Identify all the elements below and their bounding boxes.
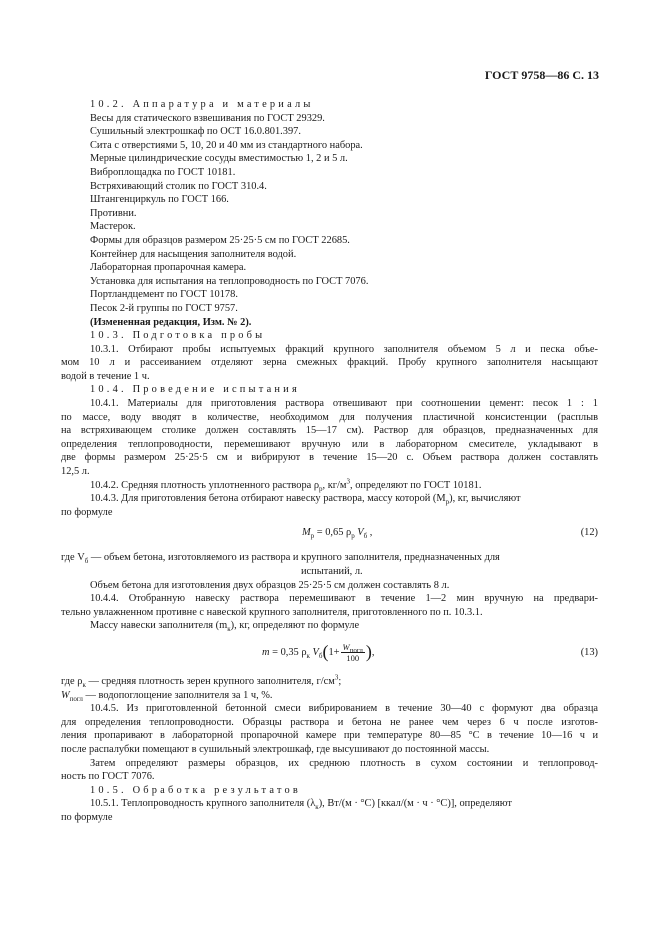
paragraph-line: 10.4.5. Из приготовленной бетонной смеси вибрированием в течение 30—40 с формуют два образца (90, 703, 598, 715)
paragraph-line (90, 619, 598, 633)
equipment-item: Установка для испытания на теплопроводность по ГОСТ 7076. (90, 275, 369, 287)
text: ; (338, 675, 342, 687)
where-clause (0, 675, 598, 689)
subscript: б (84, 557, 89, 566)
subscript: погл (69, 694, 83, 703)
section-heading-10-2: 10.2. Аппаратура и материалы (90, 99, 314, 110)
equipment-item: Виброплощадка по ГОСТ 10181. (90, 166, 236, 178)
text: — средняя плотность зерен крупного заполнителя, г/см (85, 675, 335, 687)
paragraph-line: мом 10 л и рассеиванием отделяют зерна смежных фракций. Пробу крупного заполнителя насыщают (61, 357, 598, 369)
formula-expression (262, 642, 375, 663)
equipment-item: Противни. (90, 207, 137, 219)
equipment-item: Сушильный электрошкаф по ОСТ 16.0.801.397. (90, 126, 301, 138)
paragraph-line: после распалубки помещают в сушильный электрошкаф, где высушивают до постоянной массы. (61, 743, 490, 755)
paren: ) (365, 641, 372, 662)
text: , определяют по ГОСТ 10181. (350, 479, 482, 491)
denominator: 100 (346, 652, 360, 663)
text: ), кг, вычисляют (449, 493, 521, 505)
where-clause-cont: испытаний, л. (301, 566, 363, 577)
paragraph-line: по массе, воду вводят в количестве, необходимом для получения пластичной консистенции (расплыв (61, 411, 598, 423)
formula-13 (90, 636, 598, 672)
equipment-item: Лабораторная пропарочная камера. (90, 262, 247, 274)
paragraph-line: для определения теплопроводности. Образцы раствора и бетона не ранее чем через 6 ч после изготов- (61, 716, 598, 728)
paragraph-line: 12,5 л. (61, 466, 90, 478)
equipment-item: Портландцемент по ГОСТ 10178. (90, 289, 238, 301)
equipment-item: Сита с отверстиями 5, 10, 20 и 40 мм из стандартного набора. (90, 139, 363, 151)
text: — объем бетона, изготовляемого из раствора и крупного заполнителя, предназначенных для (88, 552, 500, 564)
fraction (341, 642, 365, 663)
equipment-item: Формы для образцов размером 25·25·5 см по ГОСТ 22685. (90, 234, 350, 246)
subscript: к (82, 681, 86, 690)
paragraph-line: по формуле (61, 506, 113, 518)
paragraph-line: 10.4.1. Материалы для приготовления раствора отвешивают при соотношении цемент: песок 1 : 1 (90, 398, 598, 410)
subscript: к (227, 625, 231, 634)
paragraph-line: по формуле (61, 811, 113, 823)
where-clause (0, 689, 598, 703)
subscript: б (318, 651, 323, 660)
section-heading-10-4: 10.4. Проведение испытания (90, 384, 300, 396)
text: ), Вт/(м · °С) [ккал/(м · ч · °С)], определяют (318, 798, 512, 810)
paragraph-line: Затем определяют размеры образцов, их среднюю плотность в сухом состоянии и теплопровод- (90, 757, 598, 769)
equipment-item: Песок 2-й группы по ГОСТ 9757. (90, 302, 238, 314)
paragraph-line: определения теплопроводности, перемешивают вручную или в лабораторном смесителе, укладывают в (61, 438, 598, 450)
paragraph-line: тельно увлажненном противне с навеской крупного заполнителя, приготовленного по п. 10.3.1. (61, 606, 483, 618)
equipment-item: Встряхивающий столик по ГОСТ 310.4. (90, 180, 267, 192)
page-header: ГОСТ 9758—86 С. 13 (484, 68, 599, 82)
subscript: б (363, 532, 368, 541)
subscript: к (306, 651, 310, 660)
paren: ( (322, 641, 329, 662)
formula-text: = 0,35 ρ (269, 646, 307, 658)
formula-text: 1+ (328, 646, 340, 658)
superscript: 3 (334, 673, 339, 682)
formula-var: V (309, 646, 319, 658)
paragraph-line: две формы размером 25·25·5 см и вибрируют в течение 15—20 с. Объем раствора должен составлять (61, 452, 598, 464)
superscript: 3 (346, 477, 350, 486)
text: 10.4.2. Средняя плотность уплотненного раствора ρ (90, 479, 320, 491)
section-heading-10-3: 10.3. Подготовка пробы (90, 330, 266, 342)
formula-text: = 0,65 ρ (314, 527, 352, 539)
subscript: р (445, 498, 450, 507)
paragraph-line: ления пропаривают в лабораторной пропарочной камере при температуре 80—85 °С в течение 10—16 ч и (61, 730, 598, 742)
equation-number: (13) (580, 646, 598, 658)
subscript: к (315, 803, 319, 812)
formula-var: W (342, 641, 350, 652)
equipment-item: Штангенциркуль по ГОСТ 166. (90, 194, 229, 206)
text: где V (61, 552, 85, 564)
equipment-item: Весы для статического взвешивания по ГОСТ 29329. (90, 112, 325, 124)
formula-var: M (302, 527, 311, 539)
formula-text: , (367, 527, 373, 539)
text: ), кг, определяют по формуле (230, 620, 360, 632)
subscript: р (351, 532, 355, 541)
equipment-item: Мерные цилиндрические сосуды вместимостью 1, 2 и 5 л. (90, 153, 348, 165)
numerator (341, 642, 365, 653)
paragraph-line: на встряхивающем столике должен составлять 15—17 см). Раствор для образцов, предназначенных для (61, 425, 598, 437)
equation-number: (12) (580, 527, 598, 539)
equipment-item: Мастерок. (90, 221, 136, 233)
formula-var: V (354, 527, 364, 539)
paragraph-line: водой в течение 1 ч. (61, 370, 150, 382)
text: 10.4.3. Для приготовления бетона отбирают навеску раствора, массу которой (M (90, 493, 446, 505)
paragraph-line (90, 797, 598, 811)
text: — водопоглощение заполнителя за 1 ч, %. (82, 689, 273, 701)
where-clause (0, 551, 598, 565)
text: Массу навески заполнителя (m (90, 620, 228, 632)
text: 10.5.1. Теплопроводность крупного заполнителя (λ (90, 798, 316, 810)
paragraph-line (90, 479, 598, 493)
paragraph-line: ность по ГОСТ 7076. (61, 771, 155, 783)
formula-var: W (61, 689, 70, 701)
paragraph-line: Объем бетона для изготовления двух образцов 25·25·5 см должен составлять 8 л. (90, 579, 450, 591)
text: где ρ (61, 675, 83, 687)
comma: , (371, 646, 375, 658)
formula-12 (90, 522, 598, 548)
formula-expression (302, 526, 372, 540)
subscript: р (319, 484, 323, 493)
equipment-item: Контейнер для насыщения заполнителя водой. (90, 248, 297, 260)
section-heading-10-5: 10.5. Обработка результатов (90, 784, 301, 796)
formula-var: m (262, 646, 270, 658)
subscript: р (310, 532, 315, 541)
subscript: погл (349, 646, 363, 655)
paragraph-line (90, 492, 598, 506)
amendment-note: (Измененная редакция, Изм. № 2). (90, 316, 252, 328)
paragraph-line: 10.4.4. Отобранную навеску раствора перемешивают в течение 1—2 мин вручную на предвари- (90, 593, 598, 605)
paragraph-line: 10.3.1. Отбирают пробы испытуемых фракций крупного заполнителя объемом 5 л и песка объе- (90, 343, 598, 355)
text: , кг/м (322, 479, 347, 491)
